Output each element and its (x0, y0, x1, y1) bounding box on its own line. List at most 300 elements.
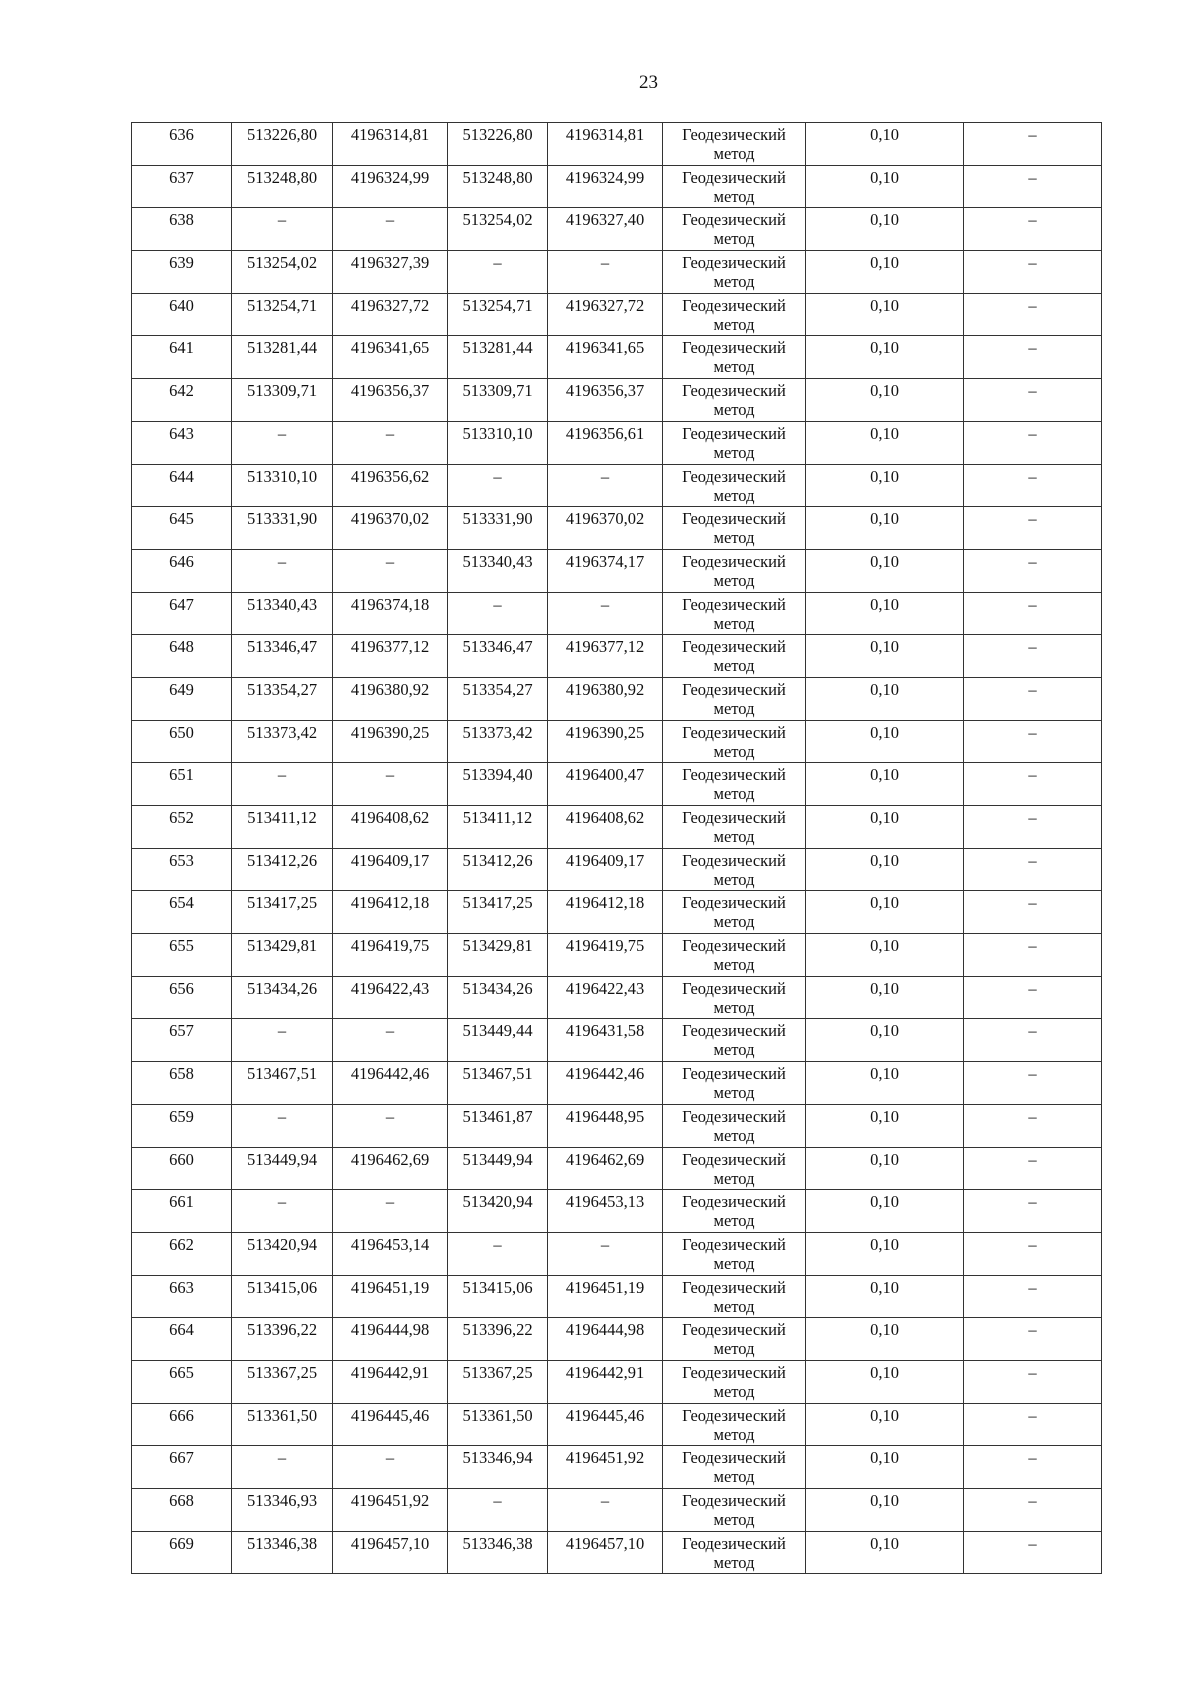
note-text: – (1028, 509, 1037, 529)
x-new-cell (448, 293, 548, 336)
x-old-cell (232, 934, 333, 977)
table-row (132, 464, 1102, 507)
x-old-cell (232, 379, 333, 422)
x-old-cell (232, 123, 333, 166)
y-new-cell (548, 1531, 663, 1574)
y-new-cell (548, 1360, 663, 1403)
y-new-cell (548, 763, 663, 806)
note-cell (964, 507, 1102, 550)
y-new-text: 4196422,43 (565, 978, 645, 998)
note-text: – (1028, 1448, 1037, 1468)
y-new-cell (548, 1489, 663, 1532)
y-new-cell (548, 1446, 663, 1489)
accuracy-cell (806, 677, 964, 720)
accuracy-cell (806, 1062, 964, 1105)
y-old-cell (333, 763, 448, 806)
y-new-text: 4196314,81 (565, 125, 645, 144)
y-new-cell (548, 165, 663, 208)
accuracy-cell (806, 1232, 964, 1275)
y-new-cell (548, 1190, 663, 1233)
accuracy-text: 0,10 (870, 978, 899, 998)
y-old-cell (333, 1360, 448, 1403)
table-row (132, 1403, 1102, 1446)
method-cell (663, 1403, 806, 1446)
y-new-text: 4196445,46 (565, 1405, 645, 1425)
point-number-cell (132, 293, 232, 336)
y-old-cell (333, 1489, 448, 1532)
y-new-text: 4196448,95 (565, 1106, 645, 1126)
x-old-text: 513361,50 (246, 1405, 318, 1425)
y-new-text: 4196390,25 (565, 722, 645, 742)
accuracy-text: 0,10 (870, 381, 899, 401)
y-new-text: 4196324,99 (565, 167, 645, 187)
point-number-cell (132, 934, 232, 977)
point-number-text: 667 (169, 1448, 194, 1468)
accuracy-cell (806, 976, 964, 1019)
y-old-cell (333, 806, 448, 849)
x-new-text: 513331,90 (462, 509, 533, 529)
y-new-text: – (600, 466, 610, 486)
x-old-cell (232, 806, 333, 849)
note-text: – (1028, 765, 1037, 785)
method-cell (663, 1489, 806, 1532)
accuracy-text: 0,10 (870, 423, 899, 443)
point-number-cell (132, 891, 232, 934)
x-new-text: 513309,71 (462, 381, 533, 401)
method-cell (663, 251, 806, 294)
point-number-text: 642 (169, 381, 194, 401)
x-old-cell (232, 1275, 333, 1318)
table-row (132, 1232, 1102, 1275)
method-text: Геодезический метод (682, 551, 786, 590)
x-old-text: – (277, 551, 287, 571)
x-old-cell (232, 1062, 333, 1105)
y-new-text: 4196431,58 (565, 1021, 645, 1041)
point-number-cell (132, 549, 232, 592)
point-number-text: 662 (169, 1234, 194, 1254)
note-cell (964, 208, 1102, 251)
method-text: Геодезический метод (682, 679, 786, 718)
y-new-text: 4196400,47 (565, 765, 645, 785)
note-text: – (1028, 936, 1037, 956)
point-number-cell (132, 1190, 232, 1233)
y-new-text: 4196380,92 (565, 679, 645, 699)
y-new-text: 4196444,98 (565, 1320, 645, 1340)
accuracy-text: 0,10 (870, 637, 899, 657)
point-number-text: 639 (169, 253, 194, 273)
method-cell (663, 379, 806, 422)
y-old-text: 4196462,69 (350, 1149, 430, 1169)
accuracy-cell (806, 1360, 964, 1403)
y-old-text: 4196457,10 (350, 1533, 430, 1553)
method-text: Геодезический метод (682, 893, 786, 932)
x-new-text: 513346,94 (462, 1448, 533, 1468)
accuracy-text: 0,10 (870, 1234, 899, 1254)
note-cell (964, 421, 1102, 464)
method-cell (663, 1019, 806, 1062)
method-text: Геодезический метод (682, 1192, 786, 1231)
method-cell (663, 677, 806, 720)
y-new-cell (548, 336, 663, 379)
accuracy-cell (806, 806, 964, 849)
x-new-text: 513429,81 (462, 936, 533, 956)
accuracy-text: 0,10 (870, 1362, 899, 1382)
x-new-text: 513248,80 (462, 167, 533, 187)
x-old-cell (232, 1446, 333, 1489)
note-text: – (1028, 1149, 1037, 1169)
y-new-cell (548, 976, 663, 1019)
y-new-cell (548, 1062, 663, 1105)
note-text: – (1028, 551, 1037, 571)
y-new-cell (548, 549, 663, 592)
accuracy-text: 0,10 (870, 1533, 899, 1553)
note-cell (964, 1318, 1102, 1361)
accuracy-text: 0,10 (870, 936, 899, 956)
point-number-text: 664 (169, 1320, 194, 1340)
x-old-cell (232, 720, 333, 763)
x-old-cell (232, 1190, 333, 1233)
point-number-cell (132, 1403, 232, 1446)
accuracy-cell (806, 293, 964, 336)
note-text: – (1028, 1192, 1037, 1212)
x-old-text: – (277, 1021, 287, 1041)
note-cell (964, 1489, 1102, 1532)
method-cell (663, 720, 806, 763)
y-old-cell (333, 1104, 448, 1147)
y-new-cell (548, 464, 663, 507)
y-new-text: 4196457,10 (565, 1533, 645, 1553)
method-cell (663, 123, 806, 166)
table-row (132, 1360, 1102, 1403)
y-new-text: 4196327,40 (565, 210, 645, 230)
x-old-cell (232, 1019, 333, 1062)
x-new-text: 513449,44 (462, 1021, 533, 1041)
point-number-cell (132, 1019, 232, 1062)
x-new-text: – (493, 1491, 502, 1510)
table-row (132, 165, 1102, 208)
table-row (132, 934, 1102, 977)
y-old-cell (333, 1403, 448, 1446)
x-old-text: 513309,71 (246, 381, 318, 401)
y-old-cell (333, 1147, 448, 1190)
note-cell (964, 293, 1102, 336)
x-old-text: 513254,71 (246, 295, 318, 315)
x-new-text: 513346,47 (462, 637, 533, 657)
note-cell (964, 677, 1102, 720)
point-number-cell (132, 336, 232, 379)
note-cell (964, 635, 1102, 678)
y-new-cell (548, 848, 663, 891)
x-new-cell (448, 1275, 548, 1318)
accuracy-text: 0,10 (870, 210, 899, 230)
x-new-cell (448, 123, 548, 166)
method-text: Геодезический метод (682, 210, 786, 249)
accuracy-cell (806, 1147, 964, 1190)
point-number-cell (132, 165, 232, 208)
table-row (132, 1019, 1102, 1062)
note-cell (964, 1232, 1102, 1275)
note-text: – (1028, 338, 1037, 358)
accuracy-cell (806, 1531, 964, 1574)
x-old-cell (232, 507, 333, 550)
x-old-text: 513281,44 (246, 338, 318, 358)
point-number-text: 657 (169, 1021, 194, 1041)
y-old-cell (333, 635, 448, 678)
method-text: Геодезический метод (682, 978, 786, 1017)
point-number-text: 649 (169, 679, 194, 699)
y-old-cell (333, 336, 448, 379)
y-new-cell (548, 1019, 663, 1062)
method-text: Геодезический метод (682, 722, 786, 761)
x-new-text: 513396,22 (462, 1320, 533, 1340)
y-old-text: 4196408,62 (350, 808, 430, 827)
y-new-cell (548, 806, 663, 849)
x-old-text: 513412,26 (246, 850, 318, 870)
x-old-text: 513254,02 (246, 253, 318, 273)
y-new-text: – (600, 594, 610, 614)
point-number-text: 669 (169, 1533, 194, 1553)
point-number-cell (132, 763, 232, 806)
x-old-text: 513346,38 (246, 1533, 318, 1553)
method-text: Геодезический метод (682, 637, 786, 676)
note-text: – (1028, 167, 1037, 187)
note-text: – (1028, 850, 1037, 870)
x-new-cell (448, 336, 548, 379)
x-old-text: – (277, 423, 287, 443)
table-row (132, 549, 1102, 592)
x-new-text: 513373,42 (462, 722, 533, 742)
accuracy-cell (806, 336, 964, 379)
table-row (132, 1489, 1102, 1532)
accuracy-cell (806, 379, 964, 422)
point-number-cell (132, 677, 232, 720)
y-new-text: – (600, 253, 610, 273)
x-old-cell (232, 336, 333, 379)
table-row (132, 1190, 1102, 1233)
y-new-text: 4196451,92 (565, 1448, 645, 1468)
x-new-text: 513411,12 (462, 808, 533, 827)
method-cell (663, 549, 806, 592)
x-old-cell (232, 1318, 333, 1361)
method-text: Геодезический метод (682, 1106, 786, 1145)
note-cell (964, 1147, 1102, 1190)
table-row (132, 1318, 1102, 1361)
x-old-cell (232, 1360, 333, 1403)
x-new-text: 513420,94 (462, 1192, 533, 1212)
table-row (132, 507, 1102, 550)
x-old-cell (232, 848, 333, 891)
x-old-text: – (277, 765, 287, 785)
y-new-text: 4196356,61 (565, 423, 645, 443)
note-cell (964, 1446, 1102, 1489)
accuracy-cell (806, 1275, 964, 1318)
y-old-cell (333, 976, 448, 1019)
y-old-text: – (385, 1021, 395, 1041)
method-cell (663, 635, 806, 678)
accuracy-cell (806, 208, 964, 251)
y-new-cell (548, 677, 663, 720)
y-new-cell (548, 208, 663, 251)
y-old-text: 4196314,81 (350, 125, 430, 144)
note-text: – (1028, 1277, 1037, 1297)
y-new-text: 4196442,91 (565, 1362, 645, 1382)
note-cell (964, 592, 1102, 635)
y-old-text: – (385, 551, 395, 571)
accuracy-text: 0,10 (870, 1064, 899, 1084)
y-old-cell (333, 549, 448, 592)
x-new-text: 513281,44 (462, 338, 533, 358)
accuracy-text: 0,10 (870, 1491, 899, 1510)
note-text: – (1028, 210, 1037, 230)
y-new-cell (548, 293, 663, 336)
y-new-cell (548, 1403, 663, 1446)
y-old-text: 4196444,98 (350, 1320, 430, 1340)
y-new-text: – (600, 1234, 610, 1254)
x-new-cell (448, 1062, 548, 1105)
table-row (132, 806, 1102, 849)
x-old-cell (232, 464, 333, 507)
y-new-text: 4196419,75 (565, 936, 645, 956)
accuracy-text: 0,10 (870, 466, 899, 486)
note-cell (964, 848, 1102, 891)
table-row (132, 891, 1102, 934)
method-text: Геодезический метод (682, 423, 786, 462)
x-new-cell (448, 1147, 548, 1190)
x-new-cell (448, 421, 548, 464)
point-number-cell (132, 806, 232, 849)
method-text: Геодезический метод (682, 1064, 786, 1103)
method-text: Геодезический метод (682, 936, 786, 975)
y-new-cell (548, 934, 663, 977)
table-row (132, 251, 1102, 294)
x-new-cell (448, 1232, 548, 1275)
y-old-cell (333, 165, 448, 208)
y-old-text: – (385, 1106, 395, 1126)
x-old-cell (232, 763, 333, 806)
y-new-text: 4196356,37 (565, 381, 645, 401)
accuracy-cell (806, 123, 964, 166)
x-old-text: 513417,25 (246, 893, 318, 913)
x-new-cell (448, 208, 548, 251)
y-new-cell (548, 1275, 663, 1318)
point-number-cell (132, 1360, 232, 1403)
x-old-text: 513354,27 (246, 679, 318, 699)
point-number-text: 655 (169, 936, 194, 956)
note-text: – (1028, 253, 1037, 273)
x-old-text: 513396,22 (246, 1320, 318, 1340)
x-old-text: 513340,43 (246, 594, 318, 614)
x-new-cell (448, 891, 548, 934)
y-old-cell (333, 934, 448, 977)
method-cell (663, 763, 806, 806)
x-new-cell (448, 848, 548, 891)
x-new-cell (448, 635, 548, 678)
method-cell (663, 421, 806, 464)
note-text: – (1028, 1405, 1037, 1425)
method-text: Геодезический метод (682, 1149, 786, 1188)
x-old-cell (232, 1489, 333, 1532)
method-text: Геодезический метод (682, 1021, 786, 1060)
y-old-text: 4196356,62 (350, 466, 430, 486)
y-new-cell (548, 379, 663, 422)
method-cell (663, 464, 806, 507)
method-cell (663, 806, 806, 849)
accuracy-text: 0,10 (870, 1021, 899, 1041)
x-new-cell (448, 251, 548, 294)
table-row (132, 635, 1102, 678)
x-new-text: 513434,26 (462, 978, 533, 998)
y-new-text: 4196409,17 (565, 850, 645, 870)
method-text: Геодезический метод (682, 466, 786, 505)
note-cell (964, 1531, 1102, 1574)
note-cell (964, 1275, 1102, 1318)
note-cell (964, 549, 1102, 592)
note-text: – (1028, 679, 1037, 699)
x-old-cell (232, 549, 333, 592)
x-old-cell (232, 976, 333, 1019)
accuracy-text: 0,10 (870, 808, 899, 827)
y-old-text: 4196370,02 (350, 509, 430, 529)
point-number-text: 656 (169, 978, 194, 998)
x-new-text: – (493, 253, 502, 273)
method-cell (663, 1531, 806, 1574)
note-text: – (1028, 125, 1037, 144)
accuracy-text: 0,10 (870, 594, 899, 614)
table-row (132, 379, 1102, 422)
x-new-cell (448, 1360, 548, 1403)
x-new-text: 513449,94 (462, 1149, 533, 1169)
accuracy-cell (806, 592, 964, 635)
point-number-cell (132, 635, 232, 678)
y-old-cell (333, 891, 448, 934)
x-new-cell (448, 1318, 548, 1361)
y-old-text: 4196419,75 (350, 936, 430, 956)
accuracy-cell (806, 1104, 964, 1147)
table-row (132, 421, 1102, 464)
y-old-cell (333, 1531, 448, 1574)
y-new-cell (548, 592, 663, 635)
point-number-cell (132, 720, 232, 763)
x-old-text: 513248,80 (246, 167, 318, 187)
method-cell (663, 934, 806, 977)
accuracy-text: 0,10 (870, 1149, 899, 1169)
method-cell (663, 1190, 806, 1233)
note-cell (964, 251, 1102, 294)
table-row (132, 763, 1102, 806)
x-old-text: 513411,12 (247, 808, 317, 827)
method-text: Геодезический метод (682, 295, 786, 334)
point-number-text: 646 (169, 551, 194, 571)
y-new-text: 4196442,46 (565, 1064, 645, 1084)
note-cell (964, 976, 1102, 1019)
y-old-text: – (385, 1448, 395, 1468)
y-old-text: 4196374,18 (350, 594, 430, 614)
y-old-cell (333, 1318, 448, 1361)
accuracy-cell (806, 464, 964, 507)
point-number-text: 644 (169, 466, 194, 486)
y-new-cell (548, 421, 663, 464)
accuracy-text: 0,10 (870, 1320, 899, 1340)
method-text: Геодезический метод (682, 509, 786, 548)
y-old-cell (333, 208, 448, 251)
point-number-cell (132, 123, 232, 166)
y-new-cell (548, 507, 663, 550)
method-cell (663, 1147, 806, 1190)
accuracy-cell (806, 1446, 964, 1489)
note-cell (964, 1062, 1102, 1105)
method-cell (663, 507, 806, 550)
method-cell (663, 165, 806, 208)
